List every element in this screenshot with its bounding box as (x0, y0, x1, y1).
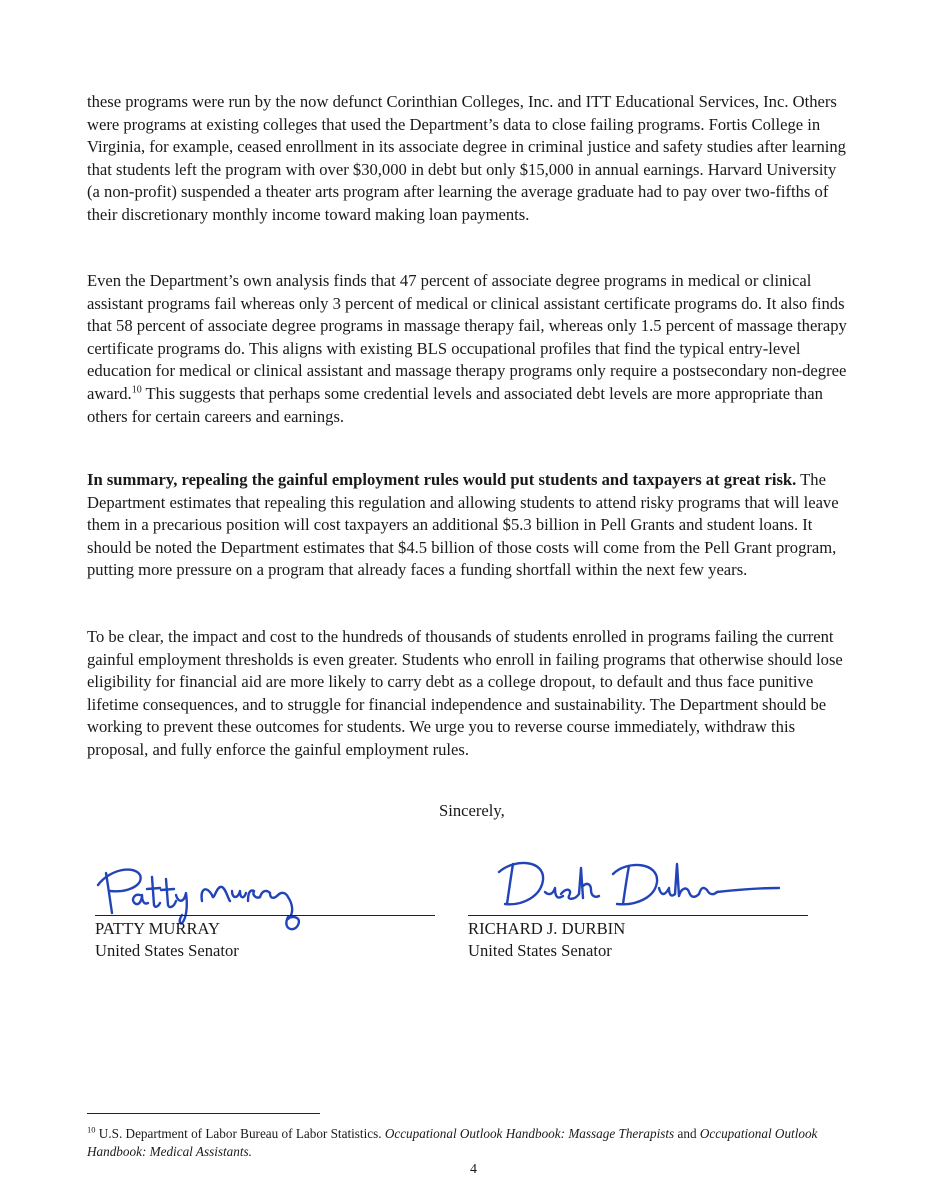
closing-salutation: Sincerely, (439, 801, 505, 820)
paragraph-analysis-text-cont: This suggests that perhaps some credential levels and associated debt levels are more appropriate than others for certain careers and earnings. (87, 383, 823, 426)
signatory-name-durbin: RICHARD J. DURBIN (468, 919, 626, 938)
footnote-number: 10 (87, 1124, 96, 1135)
signatory-name-murray: PATTY MURRAY (95, 919, 220, 938)
signature-durbin (495, 852, 785, 917)
paragraph-summary (87, 469, 847, 582)
signatory-title-durbin: United States Senator (468, 941, 612, 960)
footnote-title-medical: Occupational Outlook Handbook: Medical Assistants. (87, 1126, 818, 1159)
summary-text: The Department estimates that repealing this regulation and allowing students to attend risky programs that will leave them in a precarious position will cost taxpayers an additional $5.3 billion in Pell Grants and student loans. It should be noted the Department estimates that $4.5 billion of those costs will come from the Pell Grant program, putting more pressure on a program that already faces a funding shortfall within the next few years. (87, 470, 839, 580)
signature-line-left (95, 915, 435, 916)
summary-bold-lead: In summary, repealing the gainful employment rules would put students and taxpayers at great risk. (87, 470, 797, 489)
paragraph-analysis-text: Even the Department’s own analysis finds that 47 percent of associate degree programs in medical or clinical assistant programs fail whereas only 3 percent of medical or clinical assistant certificate programs do. It also finds that 58 percent of associate degree programs in massage therapy fail, whereas only 1.5 percent of massage therapy certificate programs do. This aligns with existing BLS occupational profiles that find the typical entry-level education for medical or clinical assistant and massage therapy programs only require a postsecondary non-degree award. (87, 271, 847, 403)
footnote (87, 1125, 857, 1161)
footnote-source: U.S. Department of Labor Bureau of Labor Statistics. (95, 1126, 385, 1141)
page-number: 4 (470, 1162, 477, 1177)
paragraph-programs-closed: these programs were run by the now defunct Corinthian Colleges, Inc. and ITT Educational Services, Inc. Others were programs at existing colleges that used the Department’s data to close failing programs. Fortis College in Virginia, for example, ceased enrollment in its associate degree in criminal justice and safety studies after learning that students left the program with over $30,000 in debt but only $15,000 in annual earnings. Harvard University (a non-profit) suspended a theater arts program after learning the average graduate had to pay over two-fifths of their discretionary monthly income toward making loan payments. (87, 92, 846, 224)
signatory-title-murray: United States Senator (95, 941, 239, 960)
footnote-divider (87, 1113, 320, 1114)
footnote-conjunction: and (674, 1126, 700, 1141)
footnote-title-massage: Occupational Outlook Handbook: Massage Therapists (384, 1126, 675, 1141)
signature-line-right (468, 915, 808, 916)
paragraph-impact: To be clear, the impact and cost to the hundreds of thousands of students enrolled in programs failing the current gainful employment thresholds is even greater. Students who enroll in failing programs that otherwise should lose eligibility for financial aid are more likely to carry debt as a college dropout, to default and thus face punitive lifetime consequences, and to struggle for financial independence and sustainability. The Department should be working to prevent these outcomes for students. We urge you to reverse course immediately, withdraw this proposal, and fully enforce the gainful employment rules. (87, 627, 843, 759)
paragraph-department-analysis (87, 270, 847, 428)
footnote-ref: 10 (131, 384, 142, 396)
